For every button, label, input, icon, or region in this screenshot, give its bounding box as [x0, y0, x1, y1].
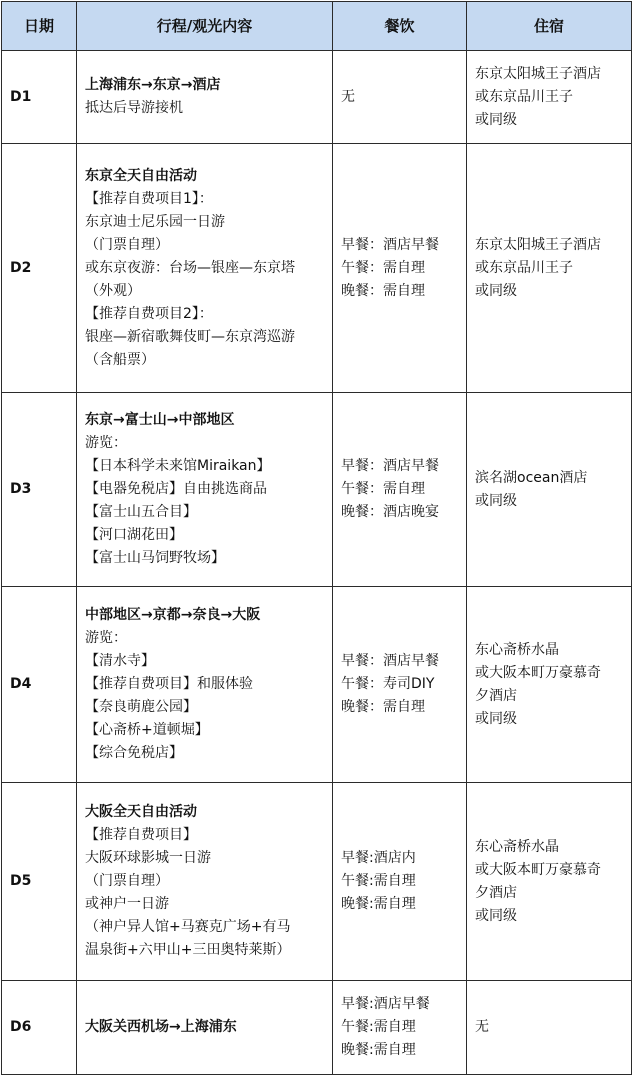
itinerary-detail-line: （门票自理） — [85, 236, 169, 253]
itinerary-detail-line: 大阪环球影城一日游 — [85, 850, 211, 866]
itinerary-table — [1, 1, 632, 1075]
meal-line: 早餐：酒店早餐 — [341, 653, 439, 669]
itinerary-detail-line: 游览： — [85, 435, 127, 451]
hotel-cell — [467, 393, 632, 587]
itinerary-title: 东京全天自由活动 — [85, 167, 197, 184]
itinerary-detail-line: 【河口湖花田】 — [85, 527, 183, 543]
hotel-line: 夕酒店 — [475, 687, 517, 704]
itinerary-detail-line: 或东京夜游：台场—银座—东京塔 — [85, 259, 295, 276]
meal-line: 午餐：需自理 — [341, 259, 425, 276]
itinerary-cell — [77, 981, 333, 1075]
itinerary-detail-line: 【推荐自费项目】和服体验 — [85, 676, 253, 692]
hotel-cell — [467, 783, 632, 981]
meals-cell — [333, 783, 467, 981]
meal-line: 晚餐：酒店晚宴 — [341, 504, 439, 520]
hotel-line: 东京太阳城王子酒店 — [475, 236, 601, 253]
itinerary-detail-line: 东京迪士尼乐园一日游 — [85, 213, 225, 230]
itinerary-detail-line: 游览： — [85, 630, 127, 646]
meals-cell — [333, 981, 467, 1075]
day-cell: D3 — [2, 393, 77, 587]
itinerary-detail-line: （神户异人馆+马赛克广场+有马 — [85, 919, 291, 935]
itinerary-detail-line: （门票自理） — [85, 873, 169, 889]
hotel-line: 东心斋桥水晶 — [475, 641, 559, 658]
hotel-line: 或大阪本町万豪慕奇 — [475, 861, 601, 878]
itinerary-cell — [77, 587, 333, 783]
meal-line: 晚餐：需自理 — [341, 282, 425, 299]
itinerary-detail-line: 【富士山马饲野牧场】 — [85, 550, 225, 566]
itinerary-detail-line: （含船票） — [85, 351, 155, 368]
table-row — [2, 144, 632, 393]
hotel-line: 或同级 — [475, 492, 517, 509]
day-cell: D6 — [2, 981, 77, 1075]
itinerary-cell — [77, 393, 333, 587]
hotel-line: 或同级 — [475, 111, 517, 128]
meal-line: 早餐:酒店早餐 — [341, 996, 430, 1012]
header-date: 日期 — [2, 2, 77, 51]
meal-line: 午餐：需自理 — [341, 481, 425, 497]
hotel-line: 无 — [475, 1019, 489, 1035]
meal-line: 晚餐:需自理 — [341, 896, 416, 912]
meal-line: 早餐:酒店内 — [341, 850, 416, 866]
hotel-line: 东京太阳城王子酒店 — [475, 65, 601, 82]
itinerary-detail-line: 或神户一日游 — [85, 896, 169, 912]
hotel-line: 或同级 — [475, 710, 517, 727]
itinerary-detail-line: 【电器免税店】自由挑选商品 — [85, 481, 267, 497]
itinerary-detail-line: （外观） — [85, 282, 141, 299]
hotel-cell — [467, 51, 632, 144]
itinerary-detail-line: 【奈良萌鹿公园】 — [85, 699, 197, 715]
hotel-line: 或同级 — [475, 282, 517, 299]
meals-cell — [333, 144, 467, 393]
meal-line: 午餐:需自理 — [341, 873, 416, 889]
itinerary-detail-line: 【富士山五合目】 — [85, 504, 197, 520]
hotel-line: 或大阪本町万豪慕奇 — [475, 664, 601, 681]
itinerary-cell — [77, 144, 333, 393]
meal-line: 早餐：酒店早餐 — [341, 236, 439, 253]
meal-line: 早餐：酒店早餐 — [341, 458, 439, 474]
hotel-line: 东心斋桥水晶 — [475, 838, 559, 855]
meals-cell — [333, 51, 467, 144]
hotel-line: 或同级 — [475, 907, 517, 924]
meal-line: 午餐:需自理 — [341, 1019, 416, 1035]
itinerary-detail-line: 【综合免税店】 — [85, 745, 183, 761]
itinerary-detail-line: 【心斋桥+道顿堀】 — [85, 722, 209, 738]
day-cell: D4 — [2, 587, 77, 783]
hotel-line: 夕酒店 — [475, 884, 517, 901]
table-row — [2, 981, 632, 1075]
day-cell: D1 — [2, 51, 77, 144]
itinerary-detail-line: 温泉街+六甲山+三田奥特莱斯） — [85, 942, 291, 958]
meal-line: 晚餐：需自理 — [341, 699, 425, 715]
itinerary-detail-line: 【日本科学未来馆Miraikan】 — [85, 458, 271, 474]
meal-line: 晚餐:需自理 — [341, 1042, 416, 1058]
table-body — [2, 51, 632, 1075]
itinerary-detail-line: 银座—新宿歌舞伎町—东京湾巡游 — [85, 328, 295, 345]
hotel-cell — [467, 587, 632, 783]
itinerary-title: 东京→富士山→中部地区 — [85, 412, 235, 428]
table-row — [2, 783, 632, 981]
table-header-row — [2, 2, 632, 51]
hotel-cell — [467, 981, 632, 1075]
header-hotel: 住宿 — [467, 2, 632, 51]
itinerary-detail-line: 【推荐自费项目】 — [85, 827, 197, 843]
header-meals: 餐饮 — [333, 2, 467, 51]
day-cell: D5 — [2, 783, 77, 981]
hotel-cell — [467, 144, 632, 393]
day-cell: D2 — [2, 144, 77, 393]
itinerary-title: 上海浦东→东京→酒店 — [85, 77, 221, 93]
meals-cell — [333, 587, 467, 783]
table-row — [2, 51, 632, 144]
itinerary-title: 中部地区→京都→奈良→大阪 — [85, 607, 261, 623]
header-itinerary: 行程/观光内容 — [77, 2, 333, 51]
table-row — [2, 393, 632, 587]
meal-line: 午餐：寿司DIY — [341, 676, 435, 692]
hotel-line: 或东京品川王子 — [475, 259, 573, 276]
itinerary-cell — [77, 783, 333, 981]
table-row — [2, 587, 632, 783]
itinerary-title: 大阪关西机场→上海浦东 — [85, 1019, 237, 1035]
hotel-line: 或东京品川王子 — [475, 88, 573, 105]
meal-line: 无 — [341, 88, 355, 105]
itinerary-detail-line: 【清水寺】 — [85, 653, 155, 669]
itinerary-cell — [77, 51, 333, 144]
itinerary-detail-line: 抵达后导游接机 — [85, 100, 183, 116]
itinerary-detail-line: 【推荐自费项目1】： — [85, 190, 213, 207]
itinerary-title: 大阪全天自由活动 — [85, 804, 197, 820]
meals-cell — [333, 393, 467, 587]
hotel-line: 滨名湖ocean酒店 — [475, 469, 588, 486]
itinerary-detail-line: 【推荐自费项目2】： — [85, 305, 213, 322]
